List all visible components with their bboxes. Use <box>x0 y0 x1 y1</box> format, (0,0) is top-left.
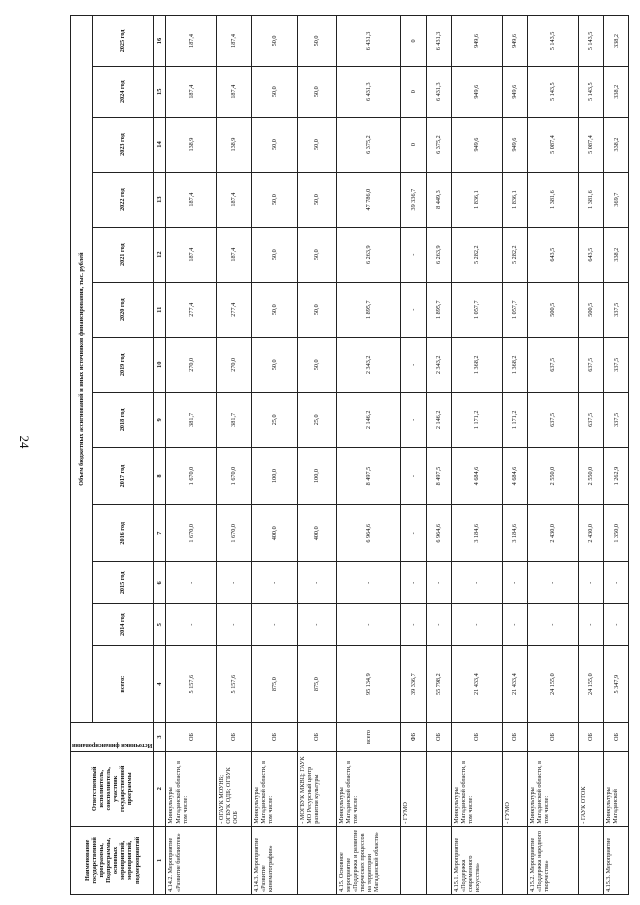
row-source: ОБ <box>166 723 217 752</box>
row-value: 5 282,2 <box>452 227 503 282</box>
row-value: 500,5 <box>578 282 603 337</box>
table-row <box>336 16 400 895</box>
row-value: 6 431,3 <box>426 16 451 67</box>
table-row <box>297 16 336 895</box>
row-value: 50,0 <box>297 66 336 117</box>
row-value: 400,0 <box>297 505 336 562</box>
row-value: 138,9 <box>166 117 217 172</box>
row-name <box>578 826 603 894</box>
table-row <box>502 16 527 895</box>
row-name <box>426 826 451 894</box>
row-value: 4 684,6 <box>452 447 503 504</box>
row-value: 643,5 <box>578 227 603 282</box>
header-responsible: Ответственный исполнитель, соисполнитель, участник государственной программы <box>71 751 154 826</box>
row-value: - <box>604 604 629 646</box>
row-value: 1 670,0 <box>166 505 217 562</box>
row-value: 187,4 <box>217 172 252 227</box>
row-value: 50,0 <box>251 66 297 117</box>
row-value: 1 836,1 <box>502 172 527 227</box>
row-value: 187,4 <box>166 227 217 282</box>
row-value: - <box>578 562 603 604</box>
table-row <box>452 16 503 895</box>
row-value: 2 343,2 <box>336 337 400 392</box>
row-value: 6 431,3 <box>336 66 400 117</box>
row-value: 6 964,6 <box>426 505 451 562</box>
table-row <box>578 16 603 895</box>
row-value: 338,2 <box>604 16 629 67</box>
row-value: 337,5 <box>604 337 629 392</box>
row-value: 8 497,5 <box>336 447 400 504</box>
rotated-table-canvas <box>70 15 620 895</box>
row-value: 6 431,3 <box>336 16 400 67</box>
row-value: 3 184,6 <box>452 505 503 562</box>
row-value: - <box>401 562 426 604</box>
row-value: - <box>578 604 603 646</box>
row-value: 50,0 <box>297 227 336 282</box>
row-value: 50,0 <box>251 337 297 392</box>
row-value: - <box>401 227 426 282</box>
row-name <box>502 826 527 894</box>
table-row <box>604 16 629 895</box>
row-value: 187,4 <box>166 66 217 117</box>
row-value: 6 375,2 <box>336 117 400 172</box>
row-value: 100,0 <box>297 447 336 504</box>
row-value: - <box>426 562 451 604</box>
row-value: 6 964,6 <box>336 505 400 562</box>
row-responsible: Минкультуры Магаданской области, в том числе: <box>251 751 297 826</box>
column-number: 4 <box>154 646 166 723</box>
row-source: ФБ <box>401 723 426 752</box>
row-source: ОБ <box>452 723 503 752</box>
row-source: ОБ <box>297 723 336 752</box>
row-value: 187,4 <box>217 66 252 117</box>
row-value: 5 347,9 <box>604 646 629 723</box>
row-responsible <box>426 751 451 826</box>
column-number: 6 <box>154 562 166 604</box>
header-total: всего: <box>92 646 154 723</box>
row-value: 187,4 <box>166 16 217 67</box>
row-value: 47 786,0 <box>336 172 400 227</box>
row-value: 8 497,5 <box>426 447 451 504</box>
row-value: - <box>166 604 217 646</box>
row-value: 875,0 <box>251 646 297 723</box>
header-year: 2020 год <box>92 282 154 337</box>
row-value: 270,0 <box>217 337 252 392</box>
row-value: 5 157,6 <box>166 646 217 723</box>
row-source: ОБ <box>251 723 297 752</box>
row-value: 50,0 <box>251 227 297 282</box>
column-number: 11 <box>154 282 166 337</box>
row-value: - <box>528 604 579 646</box>
row-responsible: Минкультуры Магаданской <box>604 751 629 826</box>
column-number: 15 <box>154 66 166 117</box>
row-value: 338,2 <box>604 66 629 117</box>
row-value: 277,4 <box>166 282 217 337</box>
table-row <box>426 16 451 895</box>
row-value: 400,0 <box>251 505 297 562</box>
row-value: - <box>502 604 527 646</box>
row-value: 5 157,6 <box>217 646 252 723</box>
row-value: 337,5 <box>604 282 629 337</box>
row-value: - <box>528 562 579 604</box>
row-value: 2 343,2 <box>426 337 451 392</box>
header-year: 2022 год <box>92 172 154 227</box>
header-year: 2018 год <box>92 392 154 447</box>
row-value: 1 836,1 <box>452 172 503 227</box>
row-value: 949,6 <box>452 66 503 117</box>
row-value: - <box>401 505 426 562</box>
row-value: 1 057,7 <box>452 282 503 337</box>
row-value: 39 336,7 <box>401 646 426 723</box>
row-value: 39 336,7 <box>401 172 426 227</box>
header-year: 2017 год <box>92 447 154 504</box>
row-responsible: Минкультуры Магаданской области, в том числе: <box>528 751 579 826</box>
column-number: 12 <box>154 227 166 282</box>
row-value: - <box>336 604 400 646</box>
row-source: ОБ <box>502 723 527 752</box>
row-value: 5 087,4 <box>578 117 603 172</box>
row-value: 2 146,2 <box>426 392 451 447</box>
row-value: - <box>426 604 451 646</box>
row-value: 1 670,0 <box>166 447 217 504</box>
header-year: 2024 год <box>92 66 154 117</box>
row-value: 138,9 <box>217 117 252 172</box>
header-year: 2014 год <box>92 604 154 646</box>
row-value: - <box>251 604 297 646</box>
row-value: 2 146,2 <box>336 392 400 447</box>
row-value: 24 155,0 <box>528 646 579 723</box>
row-value: 1 171,2 <box>452 392 503 447</box>
row-value: 1 670,0 <box>217 447 252 504</box>
row-value: 5 143,5 <box>578 66 603 117</box>
header-year: 2025 год <box>92 16 154 67</box>
header-year: 2016 год <box>92 505 154 562</box>
row-value: - <box>336 562 400 604</box>
row-value: - <box>452 562 503 604</box>
row-value: 55 798,2 <box>426 646 451 723</box>
row-value: 2 430,0 <box>578 505 603 562</box>
row-value: 381,7 <box>166 392 217 447</box>
row-value: 6 263,9 <box>426 227 451 282</box>
row-value: 1 670,0 <box>217 505 252 562</box>
row-value: 949,6 <box>502 16 527 67</box>
row-value: 500,5 <box>528 282 579 337</box>
row-value: 0 <box>401 16 426 67</box>
table-row <box>251 16 297 895</box>
row-source: ОБ <box>528 723 579 752</box>
column-number: 8 <box>154 447 166 504</box>
row-value: - <box>452 604 503 646</box>
row-value: 50,0 <box>297 282 336 337</box>
row-value: 1 381,6 <box>578 172 603 227</box>
row-value: 277,4 <box>217 282 252 337</box>
table-row <box>217 16 252 895</box>
row-name: 4.15.3. Мероприятие <box>604 826 629 894</box>
column-number: 7 <box>154 505 166 562</box>
row-value: 5 087,4 <box>528 117 579 172</box>
row-value: - <box>401 447 426 504</box>
row-responsible: - ГУМО <box>502 751 527 826</box>
row-responsible: - ГАУК ОТОК <box>578 751 603 826</box>
row-value: 1 350,0 <box>604 505 629 562</box>
row-value: 337,5 <box>604 392 629 447</box>
row-value: 3 184,6 <box>502 505 527 562</box>
row-name: 4.15.2. Мероприятие «Поддержка народного творчества» <box>528 826 579 894</box>
row-value: 6 375,2 <box>426 117 451 172</box>
row-value: 95 134,9 <box>336 646 400 723</box>
row-value: 338,2 <box>604 117 629 172</box>
header-year: 2021 год <box>92 227 154 282</box>
row-value: 381,7 <box>217 392 252 447</box>
row-responsible: Минкультуры Магаданской области, в том числе: <box>166 751 217 826</box>
row-value: 637,5 <box>528 392 579 447</box>
row-value: 1 171,2 <box>502 392 527 447</box>
row-value: 949,6 <box>452 16 503 67</box>
column-number: 13 <box>154 172 166 227</box>
row-value: 1 895,7 <box>426 282 451 337</box>
header-source-text: Источники финансирования <box>72 741 153 749</box>
row-value: 0 <box>401 66 426 117</box>
funding-table <box>70 15 629 895</box>
row-value: 21 433,4 <box>502 646 527 723</box>
row-responsible: - МОГБУК МКВЦ; ГАУК МО Ресурсный центр развития культуры <box>297 751 336 826</box>
row-value: 1 381,6 <box>528 172 579 227</box>
row-value: 875,0 <box>297 646 336 723</box>
header-funding-group: Объем бюджетных ассигнований и иных источников финансирования, тыс. рублей <box>71 16 93 723</box>
row-value: - <box>251 562 297 604</box>
row-value: 949,6 <box>502 117 527 172</box>
row-value: 187,4 <box>217 16 252 67</box>
row-value: 5 143,5 <box>528 66 579 117</box>
column-number: 3 <box>154 723 166 752</box>
header-year: 2019 год <box>92 337 154 392</box>
row-value: 6 263,9 <box>336 227 400 282</box>
row-value: 2 430,0 <box>528 505 579 562</box>
column-number: 1 <box>154 826 166 894</box>
row-value: - <box>217 562 252 604</box>
row-value: 187,4 <box>166 172 217 227</box>
row-value: 24 155,0 <box>578 646 603 723</box>
row-value: 6 431,3 <box>426 66 451 117</box>
row-value: 50,0 <box>297 16 336 67</box>
row-value: - <box>297 604 336 646</box>
row-value: 50,0 <box>251 172 297 227</box>
row-value: 50,0 <box>297 172 336 227</box>
row-value: 270,0 <box>166 337 217 392</box>
column-number: 14 <box>154 117 166 172</box>
row-value: 637,5 <box>528 337 579 392</box>
table-row <box>528 16 579 895</box>
row-source: ОБ <box>426 723 451 752</box>
row-value: 1 057,7 <box>502 282 527 337</box>
row-value: 25,0 <box>251 392 297 447</box>
row-value: 8 449,3 <box>426 172 451 227</box>
row-value: 1 895,7 <box>336 282 400 337</box>
row-value: 643,5 <box>528 227 579 282</box>
header-name: Наименование государственной программы, Подпрограммы, основных мероприятий, мероприятий, подмероприятий <box>71 826 154 894</box>
row-value: - <box>401 604 426 646</box>
row-value: 50,0 <box>251 16 297 67</box>
row-value: 50,0 <box>251 117 297 172</box>
row-value: 1 262,9 <box>604 447 629 504</box>
row-value: 338,2 <box>604 227 629 282</box>
header-source <box>71 723 154 752</box>
row-value: 187,4 <box>217 227 252 282</box>
row-value: 5 282,2 <box>502 227 527 282</box>
row-value: 369,7 <box>604 172 629 227</box>
row-name: 4.15.1. Мероприятие «Поддержка современного искусства» <box>452 826 503 894</box>
row-value: 1 368,2 <box>452 337 503 392</box>
row-value: 949,6 <box>502 66 527 117</box>
row-responsible: - ГУМО <box>401 751 426 826</box>
row-source: ОБ <box>217 723 252 752</box>
row-value: 949,6 <box>452 117 503 172</box>
row-value: 50,0 <box>297 337 336 392</box>
row-name: 4.14.2. Мероприятие «Развитие библиотек» <box>166 826 217 894</box>
row-value: 5 143,5 <box>578 16 603 67</box>
row-name <box>217 826 252 894</box>
column-number: 5 <box>154 604 166 646</box>
row-value: 25,0 <box>297 392 336 447</box>
row-responsible: Минкультуры Магаданской области, в том числе: <box>336 751 400 826</box>
row-value: 50,0 <box>251 282 297 337</box>
row-value: - <box>166 562 217 604</box>
row-value: 21 433,4 <box>452 646 503 723</box>
header-year: 2023 год <box>92 117 154 172</box>
row-value: 1 368,2 <box>502 337 527 392</box>
column-number: 16 <box>154 16 166 67</box>
column-number: 2 <box>154 751 166 826</box>
row-source: всего <box>336 723 400 752</box>
row-value: 100,0 <box>251 447 297 504</box>
row-value: 2 550,0 <box>578 447 603 504</box>
page-number: 24 <box>17 435 32 449</box>
row-value: 0 <box>401 117 426 172</box>
row-value: - <box>401 282 426 337</box>
row-responsible: Минкультуры Магаданской области, в том числе: <box>452 751 503 826</box>
row-name <box>297 826 336 894</box>
row-value: - <box>604 562 629 604</box>
row-value: 50,0 <box>297 117 336 172</box>
row-responsible: - ОГАУК МОУНБ; ОГБУК ОДБ; ОГБУК ООБ <box>217 751 252 826</box>
row-value: - <box>217 604 252 646</box>
row-name <box>401 826 426 894</box>
table-row <box>166 16 217 895</box>
row-name: 4.15. Основное мероприятие «Поддержка и развитие творческих процессов на территории Магаданской области» <box>336 826 400 894</box>
row-source: ОБ <box>604 723 629 752</box>
table-row <box>401 16 426 895</box>
row-value: - <box>502 562 527 604</box>
header-year: 2015 год <box>92 562 154 604</box>
row-name: 4.14.3. Мероприятие «Развитие кинематографии» <box>251 826 297 894</box>
row-source: ОБ <box>578 723 603 752</box>
column-number: 10 <box>154 337 166 392</box>
row-value: 637,5 <box>578 337 603 392</box>
row-value: 637,5 <box>578 392 603 447</box>
row-value: 5 143,5 <box>528 16 579 67</box>
row-value: 4 684,6 <box>502 447 527 504</box>
column-number: 9 <box>154 392 166 447</box>
row-value: - <box>401 392 426 447</box>
rotated-table-wrapper <box>70 15 620 895</box>
row-value: 2 550,0 <box>528 447 579 504</box>
row-value: - <box>297 562 336 604</box>
row-value: - <box>401 337 426 392</box>
